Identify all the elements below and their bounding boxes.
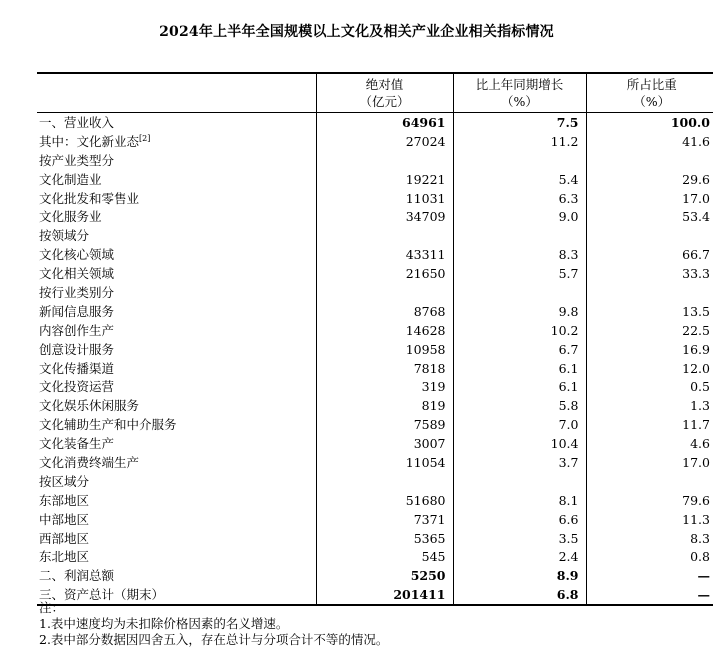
table-section-row bbox=[37, 226, 713, 245]
row-share: 11.3 bbox=[586, 510, 713, 529]
row-absolute-value: 27024 bbox=[316, 132, 453, 151]
header-growth-unit: （%） bbox=[501, 94, 538, 109]
table-row bbox=[37, 434, 713, 453]
row-label: 文化娱乐休闲服务 bbox=[39, 398, 140, 414]
row-absolute-value: 5365 bbox=[316, 529, 453, 548]
row-share: 100.0 bbox=[586, 113, 713, 132]
row-label: 中部地区 bbox=[39, 511, 90, 527]
row-label: 文化制造业 bbox=[39, 171, 102, 187]
row-share: 8.3 bbox=[586, 529, 713, 548]
row-growth: 6.6 bbox=[453, 510, 586, 529]
table-row bbox=[37, 132, 713, 151]
row-label: 文化批发和零售业 bbox=[39, 190, 140, 206]
row-label: 新闻信息服务 bbox=[39, 303, 115, 319]
table-row bbox=[37, 359, 713, 378]
row-label: 文化辅助生产和中介服务 bbox=[39, 417, 177, 433]
row-share: — bbox=[586, 585, 713, 605]
row-share bbox=[586, 226, 713, 245]
row-absolute-value: 51680 bbox=[316, 491, 453, 510]
header-absolute-value-unit: （亿元） bbox=[359, 94, 410, 109]
table-row bbox=[37, 510, 713, 529]
table-header-row bbox=[37, 73, 713, 113]
row-growth: 9.8 bbox=[453, 302, 586, 321]
row-share: 33.3 bbox=[586, 264, 713, 283]
row-absolute-value: 10958 bbox=[316, 340, 453, 359]
row-share: — bbox=[586, 566, 713, 585]
row-growth: 6.3 bbox=[453, 189, 586, 208]
section-label: 按领域分 bbox=[39, 228, 90, 244]
row-growth: 8.1 bbox=[453, 491, 586, 510]
footnote-item: 1.表中速度均为未扣除价格因素的名义增速。 bbox=[39, 616, 289, 631]
row-label: 东部地区 bbox=[39, 492, 90, 508]
footnotes bbox=[39, 600, 388, 648]
row-share: 0.8 bbox=[586, 547, 713, 566]
table-row bbox=[37, 491, 713, 510]
row-growth bbox=[453, 472, 586, 491]
row-growth: 2.4 bbox=[453, 547, 586, 566]
row-growth: 6.1 bbox=[453, 359, 586, 378]
row-label: 西部地区 bbox=[39, 530, 90, 546]
row-growth: 6.1 bbox=[453, 377, 586, 396]
table-row bbox=[37, 321, 713, 340]
row-absolute-value bbox=[316, 472, 453, 491]
table-row bbox=[37, 566, 713, 585]
row-growth bbox=[453, 151, 586, 170]
table-row bbox=[37, 207, 713, 226]
row-absolute-value: 14628 bbox=[316, 321, 453, 340]
footnote-ref: [2] bbox=[139, 133, 151, 143]
table-row bbox=[37, 396, 713, 415]
header-absolute-value-line1: 绝对值 bbox=[365, 77, 404, 92]
row-share: 11.7 bbox=[586, 415, 713, 434]
row-absolute-value: 43311 bbox=[316, 245, 453, 264]
row-absolute-value bbox=[316, 151, 453, 170]
row-label: 文化投资运营 bbox=[39, 379, 115, 395]
row-absolute-value: 11054 bbox=[316, 453, 453, 472]
table-row bbox=[37, 529, 713, 548]
table-section-row bbox=[37, 472, 713, 491]
header-growth bbox=[453, 73, 586, 113]
row-absolute-value: 3007 bbox=[316, 434, 453, 453]
row-label: 文化传播渠道 bbox=[39, 360, 115, 376]
row-growth: 6.8 bbox=[453, 585, 586, 605]
row-label: 三、资产总计（期末） bbox=[39, 587, 165, 603]
table-row bbox=[37, 547, 713, 566]
row-growth: 7.5 bbox=[453, 113, 586, 132]
row-absolute-value: 545 bbox=[316, 547, 453, 566]
table-row bbox=[37, 113, 713, 132]
row-share: 12.0 bbox=[586, 359, 713, 378]
row-growth: 5.8 bbox=[453, 396, 586, 415]
row-absolute-value: 5250 bbox=[316, 566, 453, 585]
row-label: 文化装备生产 bbox=[39, 436, 115, 452]
row-share: 79.6 bbox=[586, 491, 713, 510]
row-label: 其中：文化新业态 bbox=[39, 133, 140, 149]
row-share bbox=[586, 151, 713, 170]
table-section-row bbox=[37, 151, 713, 170]
row-growth: 3.5 bbox=[453, 529, 586, 548]
table-row bbox=[37, 377, 713, 396]
row-label: 文化服务业 bbox=[39, 209, 102, 225]
row-absolute-value: 21650 bbox=[316, 264, 453, 283]
row-label: 创意设计服务 bbox=[39, 341, 115, 357]
row-share: 4.6 bbox=[586, 434, 713, 453]
row-share: 29.6 bbox=[586, 170, 713, 189]
row-label-cell bbox=[37, 132, 316, 151]
row-label: 文化相关领域 bbox=[39, 266, 115, 282]
row-growth: 5.4 bbox=[453, 170, 586, 189]
row-label: 一、营业收入 bbox=[39, 114, 115, 130]
row-share: 66.7 bbox=[586, 245, 713, 264]
indicator-table bbox=[37, 72, 713, 606]
row-label: 东北地区 bbox=[39, 549, 90, 565]
row-share: 0.5 bbox=[586, 377, 713, 396]
table-row bbox=[37, 170, 713, 189]
table-row bbox=[37, 340, 713, 359]
section-label: 按行业类别分 bbox=[39, 284, 115, 300]
row-absolute-value: 201411 bbox=[316, 585, 453, 605]
row-share bbox=[586, 283, 713, 302]
row-absolute-value: 7589 bbox=[316, 415, 453, 434]
row-share bbox=[586, 472, 713, 491]
row-absolute-value bbox=[316, 226, 453, 245]
row-absolute-value: 7371 bbox=[316, 510, 453, 529]
table-row bbox=[37, 264, 713, 283]
header-absolute-value bbox=[316, 73, 453, 113]
row-growth: 11.2 bbox=[453, 132, 586, 151]
header-share-line1: 所占比重 bbox=[626, 77, 677, 92]
row-growth: 7.0 bbox=[453, 415, 586, 434]
row-share: 22.5 bbox=[586, 321, 713, 340]
row-share: 53.4 bbox=[586, 207, 713, 226]
row-label: 二、利润总额 bbox=[39, 568, 115, 584]
table-row bbox=[37, 415, 713, 434]
row-label: 文化消费终端生产 bbox=[39, 454, 140, 470]
row-growth: 5.7 bbox=[453, 264, 586, 283]
row-label: 内容创作生产 bbox=[39, 322, 115, 338]
row-share: 41.6 bbox=[586, 132, 713, 151]
header-share bbox=[586, 73, 713, 113]
row-growth: 6.7 bbox=[453, 340, 586, 359]
table-row bbox=[37, 245, 713, 264]
row-share: 17.0 bbox=[586, 189, 713, 208]
row-growth: 8.9 bbox=[453, 566, 586, 585]
section-label: 按区域分 bbox=[39, 473, 90, 489]
table-section-row bbox=[37, 283, 713, 302]
table-row bbox=[37, 189, 713, 208]
row-share: 16.9 bbox=[586, 340, 713, 359]
row-absolute-value: 64961 bbox=[316, 113, 453, 132]
page-title: 2024年上半年全国规模以上文化及相关产业企业相关指标情况 bbox=[159, 24, 554, 40]
row-share: 1.3 bbox=[586, 396, 713, 415]
row-growth: 9.0 bbox=[453, 207, 586, 226]
row-growth: 10.2 bbox=[453, 321, 586, 340]
row-growth bbox=[453, 283, 586, 302]
row-absolute-value: 319 bbox=[316, 377, 453, 396]
header-share-unit: （%） bbox=[633, 94, 671, 109]
row-absolute-value: 19221 bbox=[316, 170, 453, 189]
row-growth: 10.4 bbox=[453, 434, 586, 453]
row-absolute-value: 11031 bbox=[316, 189, 453, 208]
row-absolute-value: 7818 bbox=[316, 359, 453, 378]
row-share: 17.0 bbox=[586, 453, 713, 472]
table-row bbox=[37, 453, 713, 472]
section-label: 按产业类型分 bbox=[39, 152, 115, 168]
table-row bbox=[37, 302, 713, 321]
row-growth: 8.3 bbox=[453, 245, 586, 264]
header-growth-line1: 比上年同期增长 bbox=[475, 77, 564, 92]
footnote-item: 2.表中部分数据因四舍五入，存在总计与分项合计不等的情况。 bbox=[39, 632, 389, 647]
row-absolute-value bbox=[316, 283, 453, 302]
row-absolute-value: 8768 bbox=[316, 302, 453, 321]
row-growth bbox=[453, 226, 586, 245]
row-label: 文化核心领域 bbox=[39, 247, 115, 263]
row-share: 13.5 bbox=[586, 302, 713, 321]
row-absolute-value: 819 bbox=[316, 396, 453, 415]
row-growth: 3.7 bbox=[453, 453, 586, 472]
row-absolute-value: 34709 bbox=[316, 207, 453, 226]
footnote-heading: 注： bbox=[39, 600, 65, 615]
header-category bbox=[37, 73, 316, 113]
